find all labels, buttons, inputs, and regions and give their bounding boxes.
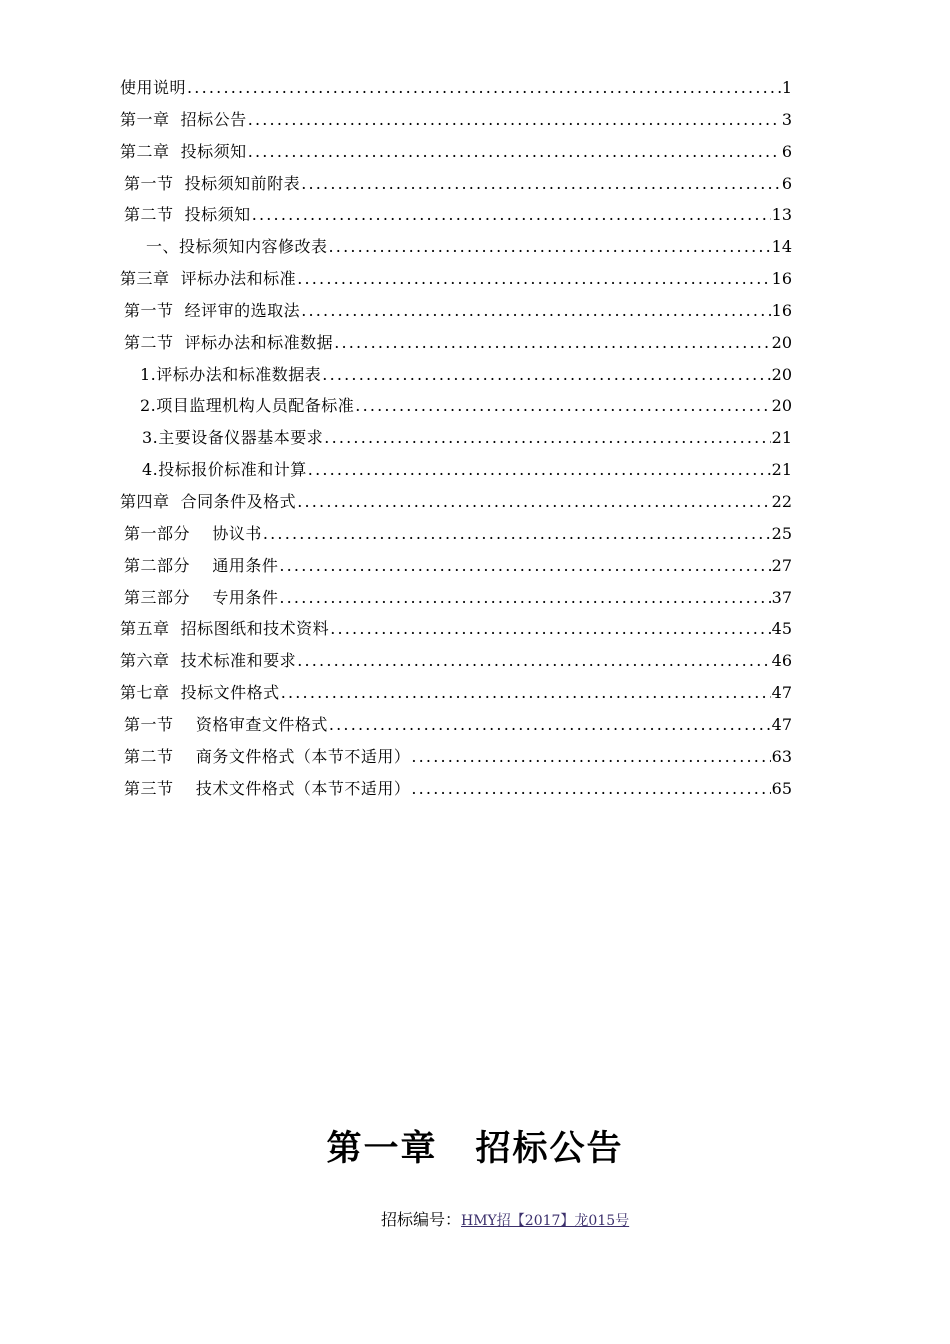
- toc-entry[interactable]: [120, 486, 792, 518]
- toc-entry[interactable]: [120, 550, 792, 582]
- toc-entry-page: 46: [771, 651, 792, 671]
- toc-entry-title: 第三节 技术文件格式（本节不适用）: [124, 778, 411, 798]
- toc-dot-leader: [322, 359, 770, 391]
- toc-entry[interactable]: [120, 263, 792, 295]
- toc-dot-leader: [330, 613, 770, 645]
- toc-entry-title: 第三部分 专用条件: [124, 587, 279, 607]
- toc-dot-leader: [329, 709, 771, 741]
- toc-entry[interactable]: [120, 773, 792, 805]
- toc-dot-leader: [281, 677, 771, 709]
- toc-entry-page: 20: [771, 396, 792, 416]
- toc-dot-leader: [301, 295, 770, 327]
- toc-entry-page: 1: [781, 78, 792, 97]
- toc-entry[interactable]: [120, 199, 792, 231]
- toc-entry-page: 45: [771, 619, 792, 639]
- toc-entry-title: 第二节 评标办法和标准数据: [124, 332, 334, 352]
- toc-entry[interactable]: [120, 677, 792, 709]
- toc-entry[interactable]: [120, 104, 792, 136]
- toc-entry[interactable]: [120, 72, 792, 104]
- toc-entry-page: 20: [771, 332, 792, 352]
- toc-entry-page: 16: [771, 300, 792, 320]
- toc-entry-page: 20: [771, 364, 792, 384]
- toc-dot-leader: [329, 231, 771, 263]
- toc-entry[interactable]: [120, 741, 792, 773]
- toc-entry-title: 一、投标须知内容修改表: [146, 237, 328, 257]
- toc-dot-leader: [297, 263, 770, 295]
- toc-entry-page: 3: [781, 109, 792, 129]
- toc-dot-leader: [248, 104, 781, 136]
- toc-entry-page: 63: [771, 746, 792, 766]
- toc-dot-leader: [324, 422, 770, 454]
- toc-entry-title: 4.投标报价标准和计算: [142, 460, 307, 480]
- toc-dot-leader: [411, 741, 770, 773]
- toc-dot-leader: [187, 72, 781, 104]
- toc-entry-title: 第七章 投标文件格式: [120, 683, 280, 703]
- toc-entry-title: 第二节 商务文件格式（本节不适用）: [124, 746, 411, 766]
- toc-entry-page: 25: [771, 523, 792, 543]
- table-of-contents: [120, 72, 792, 804]
- toc-dot-leader: [263, 518, 771, 550]
- toc-entry-page: 27: [771, 555, 792, 575]
- toc-entry-title: 1.评标办法和标准数据表: [140, 364, 322, 384]
- toc-entry-title: 第二部分 通用条件: [124, 555, 279, 575]
- bid-number-label: 招标编号：: [381, 1210, 462, 1229]
- toc-dot-leader: [297, 486, 770, 518]
- chapter-heading: [0, 1124, 950, 1174]
- bid-number-value: HMY招【2017】龙015号: [461, 1213, 630, 1229]
- toc-entry-title: 第二章 投标须知: [120, 141, 247, 161]
- toc-entry-title: 第一节 经评审的选取法: [124, 300, 301, 320]
- toc-dot-leader: [301, 168, 781, 200]
- toc-entry-page: 21: [771, 460, 792, 480]
- toc-entry-page: 47: [771, 683, 792, 703]
- toc-entry-page: 14: [771, 237, 792, 257]
- toc-entry[interactable]: [120, 327, 792, 359]
- toc-entry-title: 第五章 招标图纸和技术资料: [120, 619, 330, 639]
- chapter-number: 第一章: [326, 1129, 438, 1169]
- toc-entry[interactable]: [120, 518, 792, 550]
- toc-entry[interactable]: [120, 168, 792, 200]
- toc-dot-leader: [308, 454, 771, 486]
- toc-dot-leader: [252, 199, 771, 231]
- toc-entry-title: 第一节 投标须知前附表: [124, 173, 301, 193]
- toc-entry-title: 第三章 评标办法和标准: [120, 269, 297, 289]
- bid-number-line: [381, 1207, 629, 1234]
- toc-dot-leader: [334, 327, 770, 359]
- toc-entry-page: 37: [771, 587, 792, 607]
- toc-entry-title: 第一部分 协议书: [124, 523, 262, 543]
- toc-dot-leader: [411, 773, 770, 805]
- toc-entry-page: 21: [771, 428, 792, 448]
- toc-entry[interactable]: [120, 136, 792, 168]
- toc-entry-title: 3.主要设备仪器基本要求: [142, 428, 324, 448]
- toc-dot-leader: [355, 390, 770, 422]
- toc-entry-title: 第四章 合同条件及格式: [120, 491, 297, 511]
- toc-entry-title: 使用说明: [120, 78, 187, 97]
- toc-entry-title: 第一节 资格审查文件格式: [124, 714, 328, 734]
- toc-entry-page: 6: [781, 141, 792, 161]
- toc-entry-title: 2.项目监理机构人员配备标准: [140, 396, 355, 416]
- toc-entry-page: 13: [771, 205, 792, 225]
- toc-entry[interactable]: [120, 613, 792, 645]
- toc-entry[interactable]: [120, 709, 792, 741]
- toc-dot-leader: [297, 645, 770, 677]
- toc-entry[interactable]: [120, 645, 792, 677]
- toc-entry-page: 16: [771, 269, 792, 289]
- toc-entry-page: 22: [771, 491, 792, 511]
- toc-entry[interactable]: [120, 582, 792, 614]
- toc-entry-title: 第一章 招标公告: [120, 109, 247, 129]
- toc-entry[interactable]: [120, 359, 792, 391]
- chapter-title: 招标公告: [475, 1129, 624, 1169]
- toc-entry-page: 47: [771, 714, 792, 734]
- toc-entry[interactable]: [120, 422, 792, 454]
- toc-entry-title: 第六章 技术标准和要求: [120, 651, 297, 671]
- toc-dot-leader: [279, 582, 770, 614]
- toc-entry-page: 65: [771, 778, 792, 798]
- toc-entry[interactable]: [120, 390, 792, 422]
- toc-entry[interactable]: [120, 454, 792, 486]
- toc-entry-page: 6: [781, 173, 792, 193]
- toc-dot-leader: [279, 550, 770, 582]
- toc-entry-title: 第二节 投标须知: [124, 205, 251, 225]
- toc-entry[interactable]: [120, 231, 792, 263]
- toc-entry[interactable]: [120, 295, 792, 327]
- toc-dot-leader: [248, 136, 781, 168]
